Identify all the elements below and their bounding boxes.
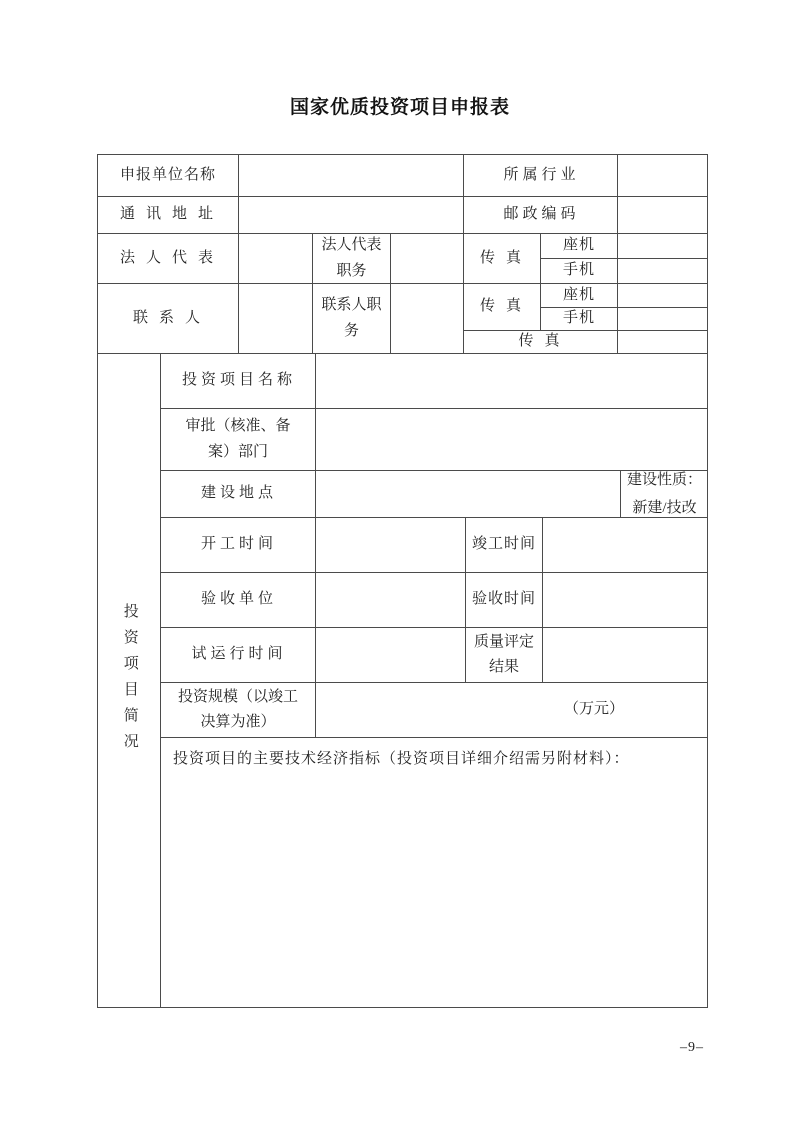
contact-fax-label: 传真 [463, 283, 540, 330]
contact-field [238, 283, 312, 353]
contact-landline-label: 座机 [540, 283, 617, 307]
industry-label: 所属行业 [463, 154, 617, 196]
acceptance-time-field [542, 572, 708, 627]
postal-code-field [617, 196, 708, 233]
contact-fax-number-label: 传真 [463, 330, 617, 353]
quality-rating-field [542, 627, 708, 682]
legal-rep-mobile-field [617, 258, 708, 283]
start-time-field [315, 517, 465, 572]
applicant-name-field [238, 154, 463, 196]
acceptance-time-label: 验收时间 [465, 572, 542, 627]
legal-rep-label: 法人代表 [97, 233, 238, 283]
investment-scale-label: 投资规模（以竣工决算为准） [160, 682, 315, 737]
project-name-field [315, 353, 708, 408]
completion-time-field [542, 517, 708, 572]
address-field [238, 196, 463, 233]
acceptance-unit-field [315, 572, 465, 627]
legal-rep-fax-label: 传真 [463, 233, 540, 283]
indicators-cell [160, 737, 708, 1008]
project-name-label: 投资项目名称 [160, 353, 315, 408]
applicant-name-label: 申报单位名称 [97, 154, 238, 196]
contact-title-label: 联系人职务 [312, 283, 390, 353]
approval-dept-field [315, 408, 708, 470]
construction-nature-label: 建设性质：新建/技改 [620, 470, 708, 517]
industry-field [617, 154, 708, 196]
trial-run-time-field [315, 627, 465, 682]
contact-mobile-field [617, 307, 708, 330]
completion-time-label: 竣工时间 [465, 517, 542, 572]
page-title: 国家优质投资项目申报表 [289, 97, 510, 118]
project-summary-vertical-label: 投资项目简况 [97, 353, 160, 1008]
legal-rep-field [238, 233, 312, 283]
acceptance-unit-label: 验收单位 [160, 572, 315, 627]
page-number: –9– [680, 1040, 704, 1055]
start-time-label: 开工时间 [160, 517, 315, 572]
contact-landline-field [617, 283, 708, 307]
location-field [315, 470, 620, 517]
contact-label: 联系人 [97, 283, 238, 353]
investment-scale-field [315, 682, 708, 737]
indicators-label: 投资项目的主要技术经济指标（投资项目详细介绍需另附材料）： [173, 751, 630, 767]
trial-run-time-label: 试运行时间 [160, 627, 315, 682]
address-label: 通讯地址 [97, 196, 238, 233]
legal-rep-landline-label: 座机 [540, 233, 617, 258]
location-label: 建设地点 [160, 470, 315, 517]
contact-title-field [390, 283, 463, 353]
legal-rep-title-field [390, 233, 463, 283]
legal-rep-landline-field [617, 233, 708, 258]
legal-rep-title-label: 法人代表职务 [312, 233, 390, 283]
approval-dept-label: 审批（核准、备案）部门 [160, 408, 315, 470]
postal-code-label: 邮政编码 [463, 196, 617, 233]
investment-scale-unit: （万元） [563, 701, 624, 718]
legal-rep-mobile-label: 手机 [540, 258, 617, 283]
contact-fax-number-field [617, 330, 708, 353]
quality-rating-label: 质量评定结果 [465, 627, 542, 682]
contact-mobile-label: 手机 [540, 307, 617, 330]
